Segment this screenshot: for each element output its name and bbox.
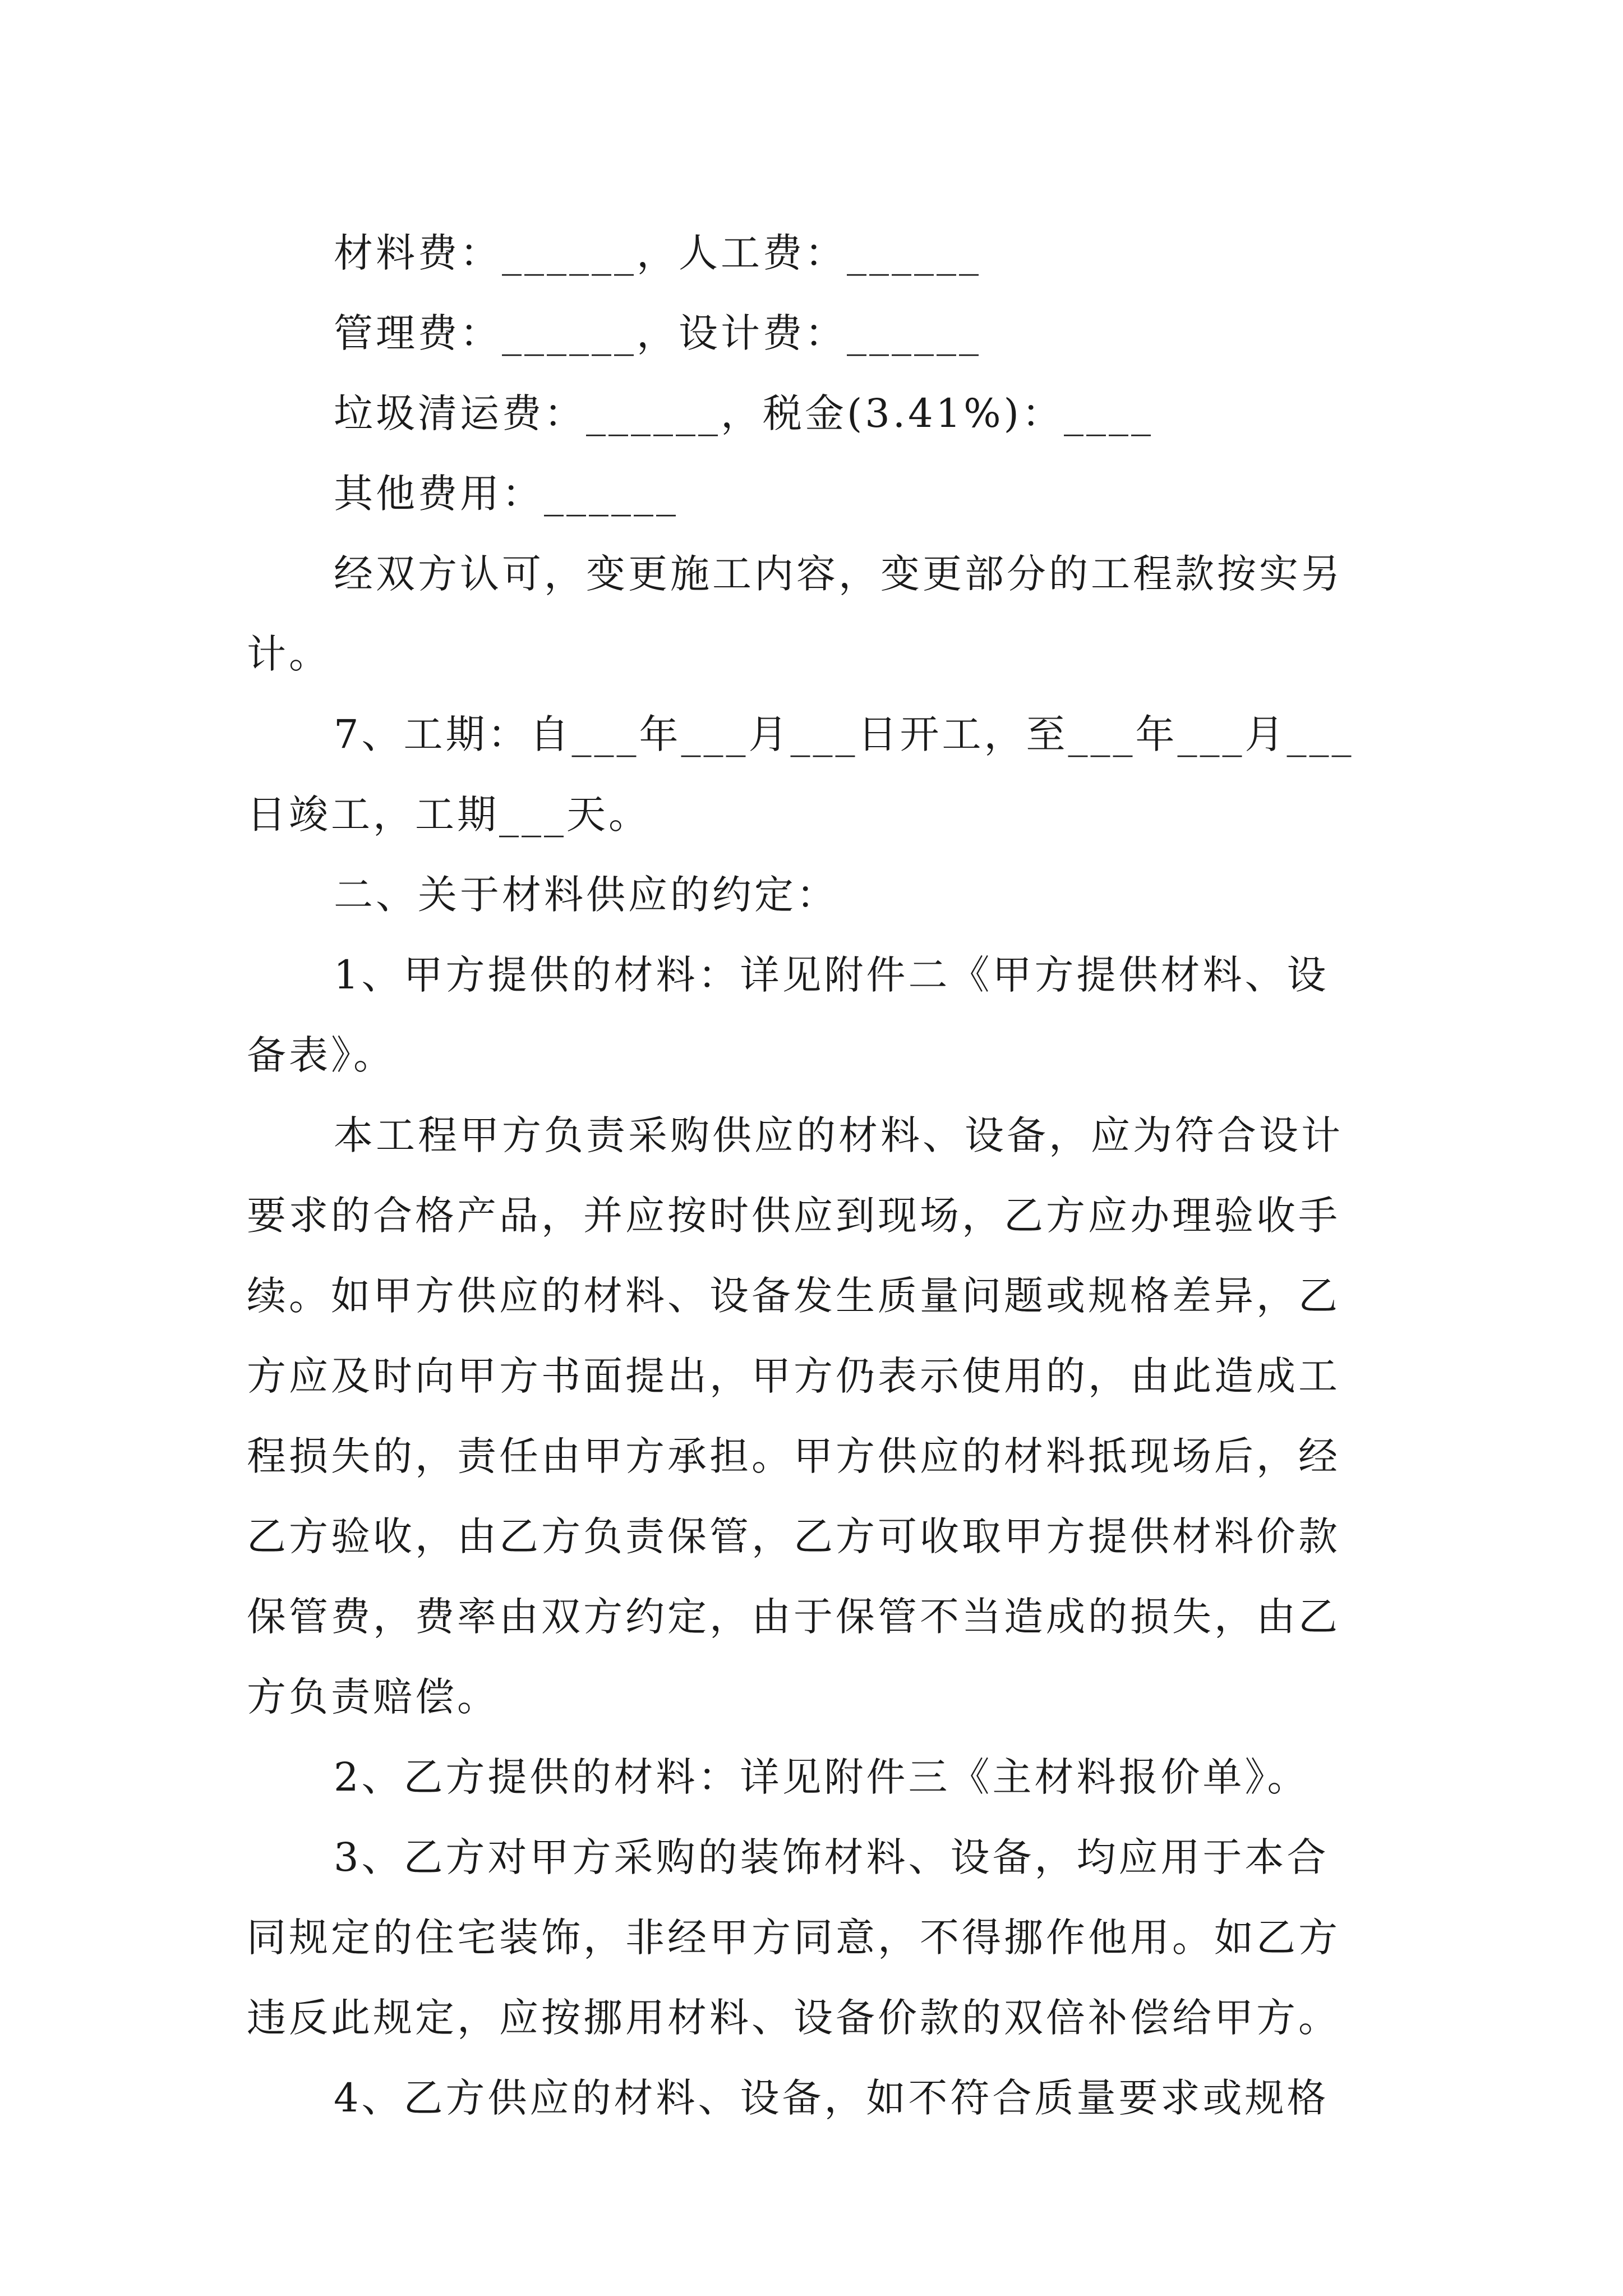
text-line: 3、乙方对甲方采购的装饰材料、设备，均应用于本合 bbox=[334, 1834, 1329, 1880]
text-line: 乙方验收，由乙方负责保管，乙方可收取甲方提供材料价款 bbox=[247, 1513, 1340, 1559]
text-line: 其他费用：______ bbox=[334, 471, 679, 517]
text-line: 方应及时向甲方书面提出，甲方仍表示使用的，由此造成工 bbox=[247, 1353, 1340, 1399]
text-line: 4、乙方供应的材料、设备，如不符合质量要求或规格 bbox=[334, 2075, 1329, 2121]
document-body bbox=[247, 213, 1385, 2138]
text-line: 方负责赔偿。 bbox=[247, 1674, 499, 1720]
text-line: 垃圾清运费：______，税金(3.41%)：____ bbox=[334, 390, 1154, 436]
text-line: 材料费：______，人工费：______ bbox=[334, 230, 981, 276]
text-line: 经双方认可，变更施工内容，变更部分的工程款按实另 bbox=[334, 551, 1343, 597]
text-line: 日竣工，工期___天。 bbox=[247, 792, 651, 838]
text-line: 2、乙方提供的材料：详见附件三《主材料报价单》。 bbox=[334, 1754, 1310, 1800]
text-line: 程损失的，责任由甲方承担。甲方供应的材料抵现场后，经 bbox=[247, 1433, 1340, 1479]
text-line: 同规定的住宅装饰，非经甲方同意，不得挪作他用。如乙方 bbox=[247, 1915, 1340, 1961]
text-line: 本工程甲方负责采购供应的材料、设备，应为符合设计 bbox=[334, 1112, 1343, 1158]
text-line: 1、甲方提供的材料：详见附件二《甲方提供材料、设 bbox=[334, 952, 1329, 998]
text-line: 违反此规定，应按挪用材料、设备价款的双倍补偿给甲方。 bbox=[247, 1995, 1340, 2041]
text-line: 管理费：______，设计费：______ bbox=[334, 310, 981, 356]
text-line: 7、工期：自___年___月___日开工，至___年___月___ bbox=[334, 711, 1354, 757]
text-line: 备表》。 bbox=[247, 1032, 395, 1078]
text-line: 计。 bbox=[247, 631, 331, 677]
section-heading: 二、关于材料供应的约定： bbox=[334, 872, 838, 918]
text-line: 保管费，费率由双方约定，由于保管不当造成的损失，由乙 bbox=[247, 1594, 1340, 1640]
text-line: 要求的合格产品，并应按时供应到现场，乙方应办理验收手 bbox=[247, 1193, 1340, 1239]
text-line: 续。如甲方供应的材料、设备发生质量问题或规格差异，乙 bbox=[247, 1273, 1340, 1319]
